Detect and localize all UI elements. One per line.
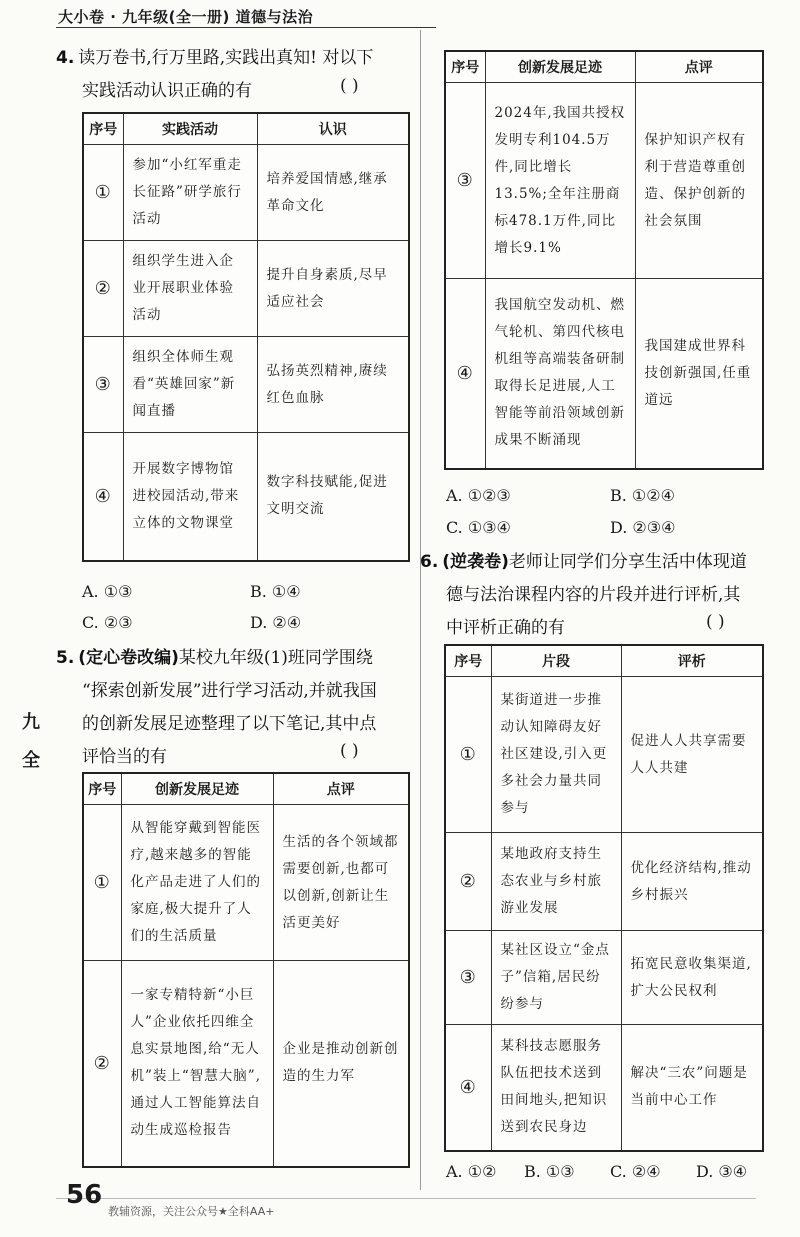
row-comment: 保护知识产权有利于营造尊重创造、保护创新的社会氛围 [635,83,763,279]
table-row [83,241,409,337]
header-trace: 创新发展足迹 [121,773,273,805]
table-row [83,337,409,433]
q4-number: 4. [56,48,75,68]
row-index: ④ [83,433,123,561]
row-index: ② [445,833,491,931]
q6-option-d[interactable]: D. ③④ [696,1162,748,1181]
q4-stem-1: 读万卷书,行万里路,实践出真知! 对以下 [78,48,374,68]
q6-number: 6. [420,552,439,572]
row-view: 弘扬英烈精神,赓续红色血脉 [257,337,409,433]
row-analysis: 促进人人共享需要人人共建 [621,677,763,833]
table-row [83,433,409,561]
row-view: 提升自身素质,尽早适应社会 [257,241,409,337]
q5-table-part-2 [444,50,764,470]
q6-stem-1: 老师让同学们分享生活中体现道 [508,552,747,572]
footer-rule [56,1198,756,1199]
header-rule [56,27,436,28]
row-activity: 组织全体师生观看“英雄回家”新闻直播 [123,337,257,433]
row-segment: 某地政府支持生态农业与乡村旅游业发展 [491,833,621,931]
side-label-1: 九 [22,712,40,733]
table-header-row [445,51,763,83]
row-index: ① [445,677,491,833]
q4-option-a[interactable]: A. ①③ [82,582,133,601]
q4-answer-paren[interactable]: ( ) [340,76,359,96]
q5-option-b[interactable]: B. ①②④ [610,486,675,505]
table-row [445,677,763,833]
q5-table-part-1 [82,772,410,1168]
q4-line-1 [56,42,416,75]
question-4 [56,42,416,108]
row-index: ② [83,241,123,337]
row-trace: 我国航空发动机、燃气轮机、第四代核电机组等高端装备研制取得长足进展,人工智能等前沿领域创新成果不断涌现 [485,279,635,469]
q6-answer-paren[interactable]: ( ) [706,612,725,632]
row-index: ① [83,805,121,961]
row-index: ② [83,961,121,1167]
row-comment: 企业是推动创新创造的生力军 [273,961,409,1167]
header-segment: 片段 [491,645,621,677]
q4-option-c[interactable]: C. ②③ [82,613,133,632]
table-header-row [83,773,409,805]
q6-stem-2: 德与法治课程内容的片段并进行评析,其 [446,585,741,605]
table-row [83,961,409,1167]
q5-number: 5. [56,648,75,668]
table-header-row [83,113,409,145]
row-view: 培养爱国情感,继承革命文化 [257,145,409,241]
q4-option-b[interactable]: B. ①④ [250,582,301,601]
header-view: 认识 [257,113,409,145]
q6-option-b[interactable]: B. ①③ [524,1162,575,1181]
q5-answer-paren[interactable]: ( ) [340,741,359,761]
q6-table [444,644,764,1152]
q5-tag: (定心卷改编) [78,648,179,668]
row-index: ① [83,145,123,241]
q5-option-c[interactable]: C. ①③④ [446,518,511,537]
row-segment: 某科技志愿服务队伍把技术送到田间地头,把知识送到农民身边 [491,1025,621,1151]
q5-stem-1: 某校九年级(1)班同学围绕 [178,648,373,668]
q6-option-c[interactable]: C. ②④ [610,1162,661,1181]
q6-tag: (逆袭卷) [442,552,509,572]
row-analysis: 解决“三农”问题是当前中心工作 [621,1025,763,1151]
header-index: 序号 [445,51,485,83]
q5-line-1 [56,642,418,675]
q4-stem-2: 实践活动认识正确的有 [82,81,252,101]
table-row [83,805,409,961]
header-index: 序号 [83,113,123,145]
row-comment: 我国建成世界科技创新强国,任重道远 [635,279,763,469]
row-index: ④ [445,279,485,469]
row-activity: 参加“小红军重走长征路”研学旅行活动 [123,145,257,241]
header-comment: 点评 [635,51,763,83]
row-index: ③ [83,337,123,433]
q6-stem-3: 中评析正确的有 [446,618,565,638]
question-5 [56,642,418,774]
row-comment: 生活的各个领域都需要创新,也都可以创新,创新让生活更美好 [273,805,409,961]
row-trace: 2024年,我国共授权发明专利104.5万件,同比增长13.5%;全年注册商标478.1万件,同比增长9.1% [485,83,635,279]
row-trace: 一家专精特新“小巨人”企业依托四维全息实景地图,给“无人机”装上“智慧大脑”,通过人工智能算法自动生成巡检报告 [121,961,273,1167]
question-6 [420,546,782,645]
row-index: ④ [445,1025,491,1151]
header-analysis: 评析 [621,645,763,677]
table-row [445,83,763,279]
q4-table [82,112,410,562]
table-header-row [445,645,763,677]
q5-stem-4: 评恰当的有 [82,747,167,767]
header-activity: 实践活动 [123,113,257,145]
page-number: 56 [66,1180,103,1210]
header-trace: 创新发展足迹 [485,51,635,83]
header-index: 序号 [83,773,121,805]
q4-option-d[interactable]: D. ②④ [250,613,302,632]
row-view: 数字科技赋能,促进文明交流 [257,433,409,561]
footer-text: 教辅资源，关注公众号★全科AA+ [108,1205,275,1218]
table-row [445,931,763,1025]
header-comment: 点评 [273,773,409,805]
header-index: 序号 [445,645,491,677]
table-row [445,833,763,931]
q5-option-a[interactable]: A. ①②③ [446,486,511,505]
q6-line-1 [420,546,782,579]
table-row [445,279,763,469]
row-segment: 某街道进一步推动认知障碍友好社区建设,引入更多社会力量共同参与 [491,677,621,833]
side-label-2: 全 [22,750,40,771]
row-analysis: 优化经济结构,推动乡村振兴 [621,833,763,931]
row-activity: 组织学生进入企业开展职业体验活动 [123,241,257,337]
row-trace: 从智能穿戴到智能医疗,越来越多的智能化产品走进了人们的家庭,极大提升了人们的生活质量 [121,805,273,961]
table-row [445,1025,763,1151]
q6-option-a[interactable]: A. ①② [446,1162,497,1181]
table-row [83,145,409,241]
page-header: 大小卷 · 九年级(全一册) 道德与法治 [58,8,314,26]
q5-stem-3: 的创新发展足迹整理了以下笔记,其中点 [82,714,377,734]
row-segment: 某社区设立“金点子”信箱,居民纷纷参与 [491,931,621,1025]
q5-option-d[interactable]: D. ②③④ [610,518,676,537]
row-index: ③ [445,83,485,279]
q5-stem-2: “探索创新发展”进行学习活动,并就我国 [82,681,377,701]
row-activity: 开展数字博物馆进校园活动,带来立体的文物课堂 [123,433,257,561]
row-analysis: 拓宽民意收集渠道,扩大公民权利 [621,931,763,1025]
row-index: ③ [445,931,491,1025]
